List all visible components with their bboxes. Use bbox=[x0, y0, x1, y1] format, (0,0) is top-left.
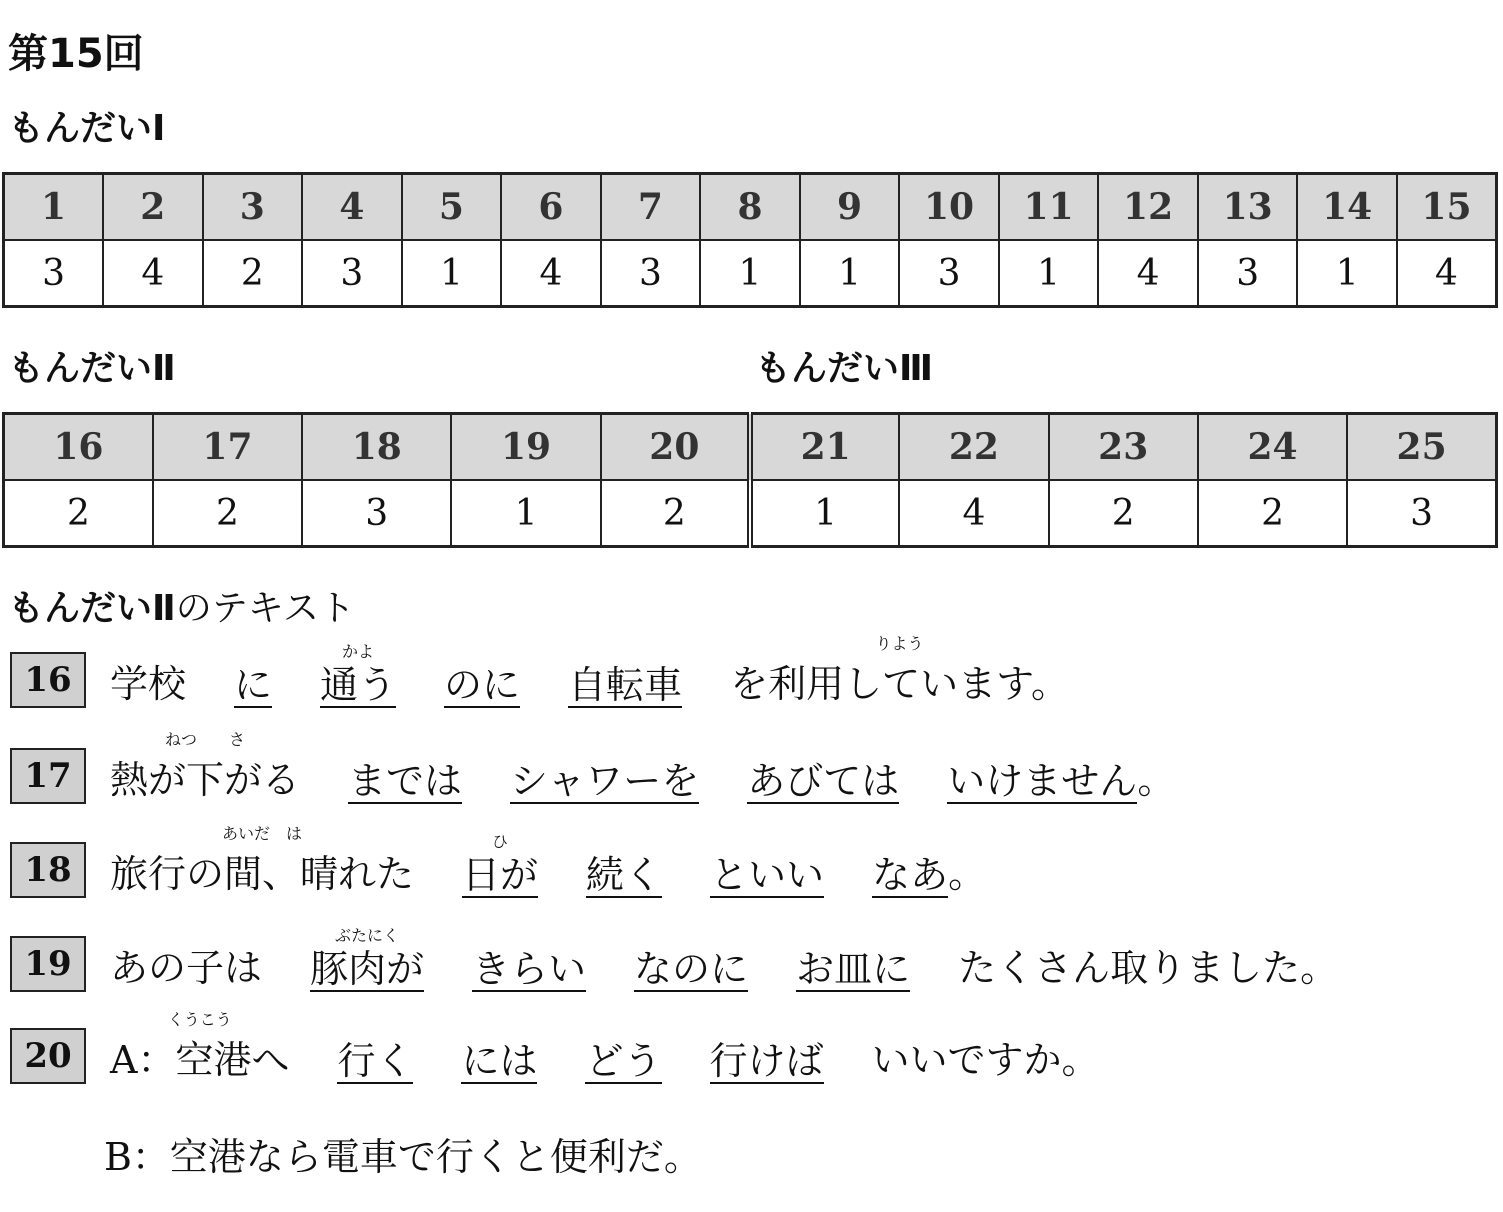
underlined-segment: までは bbox=[348, 759, 463, 804]
question-number-cell: 14 bbox=[1297, 174, 1397, 241]
answer-cell: 2 bbox=[203, 240, 303, 307]
question-item bbox=[10, 1010, 1148, 1084]
question-number-cell: 24 bbox=[1198, 414, 1347, 481]
question-number-cell: 20 bbox=[601, 414, 750, 481]
underlined-segment: 自転車 bbox=[568, 663, 683, 708]
furigana: ひ bbox=[492, 832, 509, 852]
question-number-badge: 18 bbox=[10, 842, 86, 898]
question-number-cell: 9 bbox=[800, 174, 900, 241]
question-number-badge: 20 bbox=[10, 1028, 86, 1084]
question-number-cell: 2 bbox=[103, 174, 203, 241]
question-item bbox=[10, 824, 1034, 898]
furigana: りよう bbox=[875, 634, 924, 653]
question-number-badge: 16 bbox=[10, 652, 86, 708]
question-item bbox=[10, 926, 1386, 992]
question-number-cell: 8 bbox=[700, 174, 800, 241]
answer-cell: 3 bbox=[302, 240, 402, 307]
text-section-heading-rest: のテキスト bbox=[175, 588, 355, 629]
section-heading-1: もんだいⅠ bbox=[8, 108, 166, 149]
underlined-segment: に bbox=[234, 663, 273, 708]
text-segment: 学校 bbox=[110, 662, 187, 706]
answer-table-1 bbox=[2, 172, 1498, 308]
answer-cell: 4 bbox=[501, 240, 601, 307]
answer-cell: 2 bbox=[1198, 480, 1347, 547]
underlined-segment: シャワーを bbox=[510, 759, 700, 804]
question-number-cell: 13 bbox=[1198, 174, 1298, 241]
answer-cell: 1 bbox=[750, 480, 899, 547]
line-b: B：空港なら電車で行くと便利だ。 bbox=[104, 1135, 702, 1179]
question-number-cell: 10 bbox=[899, 174, 999, 241]
answer-cell: 3 bbox=[601, 240, 701, 307]
answer-cell: 1 bbox=[402, 240, 502, 307]
answer-cell: 3 bbox=[302, 480, 451, 547]
question-number-cell: 18 bbox=[302, 414, 451, 481]
underlined-segment: なのに bbox=[634, 947, 749, 992]
underlined-segment: あびては bbox=[747, 759, 900, 804]
answer-cell: 3 bbox=[899, 240, 999, 307]
text-segment: いいですか。 bbox=[871, 1038, 1100, 1082]
underlined-segment: 行く bbox=[337, 1039, 414, 1084]
underlined-segment: ひ 日が bbox=[462, 832, 539, 898]
underlined-segment: どう bbox=[585, 1039, 662, 1084]
text-segment: 。 bbox=[948, 852, 987, 896]
question-number-badge: 17 bbox=[10, 748, 86, 804]
question-number-cell: 25 bbox=[1347, 414, 1496, 481]
answer-cell: 1 bbox=[1297, 240, 1397, 307]
question-number-cell: 21 bbox=[750, 414, 899, 481]
question-number-cell: 16 bbox=[4, 414, 153, 481]
answer-cell: 2 bbox=[601, 480, 750, 547]
text-segment: ねつ さ 熱が下がる bbox=[110, 749, 300, 804]
text-segment: あの子は bbox=[110, 946, 263, 990]
underlined-segment: いけません bbox=[947, 759, 1138, 804]
underlined-segment: ぶたにく 豚肉が bbox=[310, 926, 425, 992]
underlined-segment: といい bbox=[710, 853, 825, 898]
question-number-cell: 7 bbox=[601, 174, 701, 241]
text-segment: 。 bbox=[1137, 758, 1176, 802]
furigana: ねつ さ bbox=[164, 730, 246, 749]
question-number-cell: 11 bbox=[999, 174, 1099, 241]
text-section-heading bbox=[8, 580, 355, 631]
question-number-badge: 19 bbox=[10, 936, 86, 992]
underlined-segment: のに bbox=[444, 663, 521, 708]
underlined-segment: きらい bbox=[472, 947, 587, 992]
text-segment: りよう を利用しています。 bbox=[730, 653, 1069, 708]
page-title: 第15回 bbox=[8, 31, 144, 77]
furigana: ぶたにく bbox=[335, 926, 400, 946]
furigana: あいだ は bbox=[221, 824, 303, 843]
text-section-heading-bold: もんだいⅡ bbox=[8, 588, 176, 629]
answer-cell: 2 bbox=[4, 480, 153, 547]
answer-cell: 1 bbox=[700, 240, 800, 307]
answer-cell: 4 bbox=[103, 240, 203, 307]
answer-cell: 4 bbox=[1397, 240, 1497, 307]
question-number-cell: 3 bbox=[203, 174, 303, 241]
answer-cell: 1 bbox=[451, 480, 600, 547]
question-item bbox=[10, 730, 1223, 804]
question-number-cell: 15 bbox=[1397, 174, 1497, 241]
answer-cell: 3 bbox=[1347, 480, 1496, 547]
question-number-cell: 22 bbox=[899, 414, 1048, 481]
underlined-segment: 続く bbox=[586, 853, 663, 898]
underlined-segment: には bbox=[461, 1039, 538, 1084]
answer-table-2 bbox=[2, 412, 1498, 548]
answer-cell: 1 bbox=[999, 240, 1099, 307]
answer-cell: 4 bbox=[1098, 240, 1198, 307]
answer-cell: 3 bbox=[1198, 240, 1298, 307]
question-number-cell: 19 bbox=[451, 414, 600, 481]
underlined-segment: お皿に bbox=[796, 947, 911, 992]
question-number-cell: 17 bbox=[153, 414, 302, 481]
question-number-cell: 12 bbox=[1098, 174, 1198, 241]
section-heading-2: もんだいⅡ bbox=[8, 348, 176, 389]
text-segment: くうこう A：空港へ bbox=[110, 1029, 289, 1084]
question-number-cell: 5 bbox=[402, 174, 502, 241]
answer-cell: 2 bbox=[1049, 480, 1198, 547]
section-heading-3: もんだいⅢ bbox=[755, 348, 934, 389]
question-number-cell: 1 bbox=[4, 174, 104, 241]
question-number-cell: 23 bbox=[1049, 414, 1198, 481]
text-segment: たくさん取りました。 bbox=[958, 946, 1339, 990]
answer-cell: 3 bbox=[4, 240, 104, 307]
question-number-cell: 6 bbox=[501, 174, 601, 241]
underlined-segment: かよ 通う bbox=[320, 642, 397, 708]
furigana: くうこう bbox=[167, 1010, 232, 1029]
text-segment: あいだ は 旅行の間、晴れた bbox=[110, 843, 414, 898]
question-number-cell: 4 bbox=[302, 174, 402, 241]
answer-cell: 2 bbox=[153, 480, 302, 547]
answer-cell: 1 bbox=[800, 240, 900, 307]
answer-cell: 4 bbox=[899, 480, 1048, 547]
underlined-segment: なあ bbox=[872, 853, 949, 898]
underlined-segment: 行けば bbox=[709, 1039, 824, 1084]
question-item bbox=[10, 634, 1117, 708]
furigana: かよ bbox=[342, 642, 375, 662]
